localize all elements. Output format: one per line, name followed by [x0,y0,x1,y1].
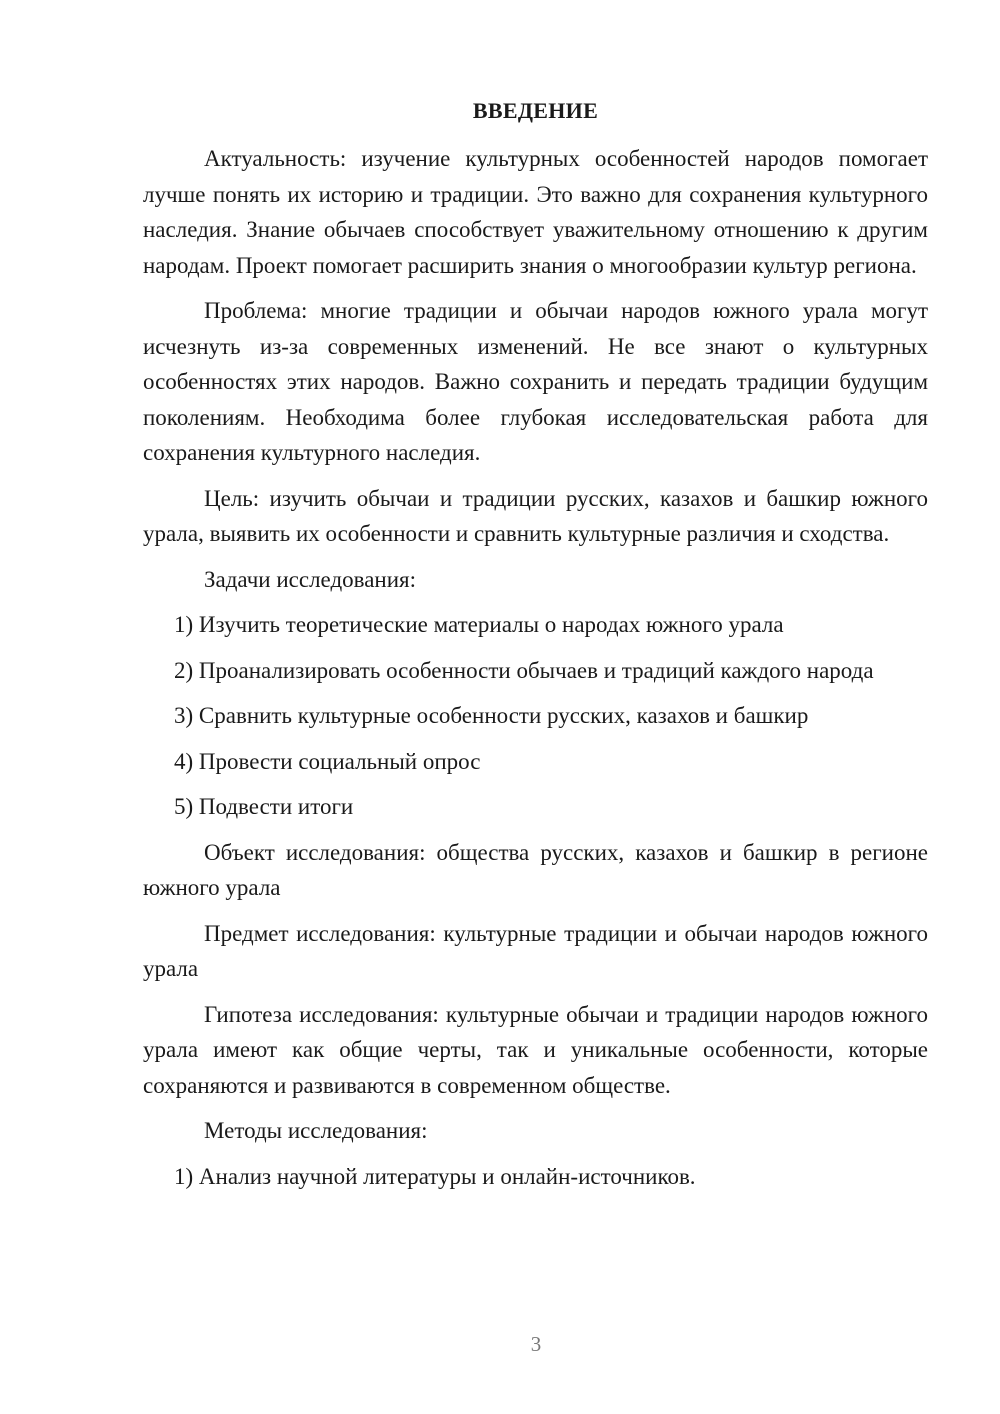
task-item: 3) Сравнить культурные особенности русских, казахов и башкир [174,703,809,728]
task-item: 2) Проанализировать особенности обычаев и традиций каждого народа [174,657,874,683]
paragraph-object: Объект исследования: общества русских, казахов и башкир в регионе южного урала [143,839,928,900]
task-item: 1) Изучить теоретические материалы о народах южного урала [174,612,784,637]
paragraph-problem: Проблема: многие традиции и обычаи народов южного урала могут исчезнуть из-за современных изменений. Не все знают о культурных особенностях этих народов. Важно сохранить и передать традиции будущим поколениям. Необходима более глубокая исследовательская работа для сохранения культурного наследия. [143,298,928,465]
methods-title: Методы исследования: [204,1118,428,1143]
page-number: 3 [530,1332,542,1356]
tasks-title: Задачи исследования: [204,566,417,592]
paragraph-subject: Предмет исследования: культурные традиции и обычаи народов южного урала [143,920,928,981]
document-page [143,96,928,1204]
method-item: 1) Анализ научной литературы и онлайн-источников. [174,1163,696,1189]
task-item: 4) Провести социальный опрос [174,748,481,774]
paragraph-hypothesis: Гипотеза исследования: культурные обычаи и традиции народов южного урала имеют как общие черты, так и уникальные особенности, которые сохраняются и развиваются в современном обществе. [143,1001,928,1098]
paragraph-relevance: Актуальность: изучение культурных особенностей народов помогает лучше понять их историю и традиции. Это важно для сохранения культурного наследия. Знание обычаев способствует уважительному отношению к другим народам. Проект помогает расширить знания о многообразии культур региона. [143,146,928,278]
section-heading: ВВЕДЕНИЕ [472,98,599,123]
task-item: 5) Подвести итоги [174,794,354,819]
paragraph-goal: Цель: изучить обычаи и традиции русских, казахов и башкир южного урала, выявить их особенности и сравнить культурные различия и сходства. [143,485,928,546]
